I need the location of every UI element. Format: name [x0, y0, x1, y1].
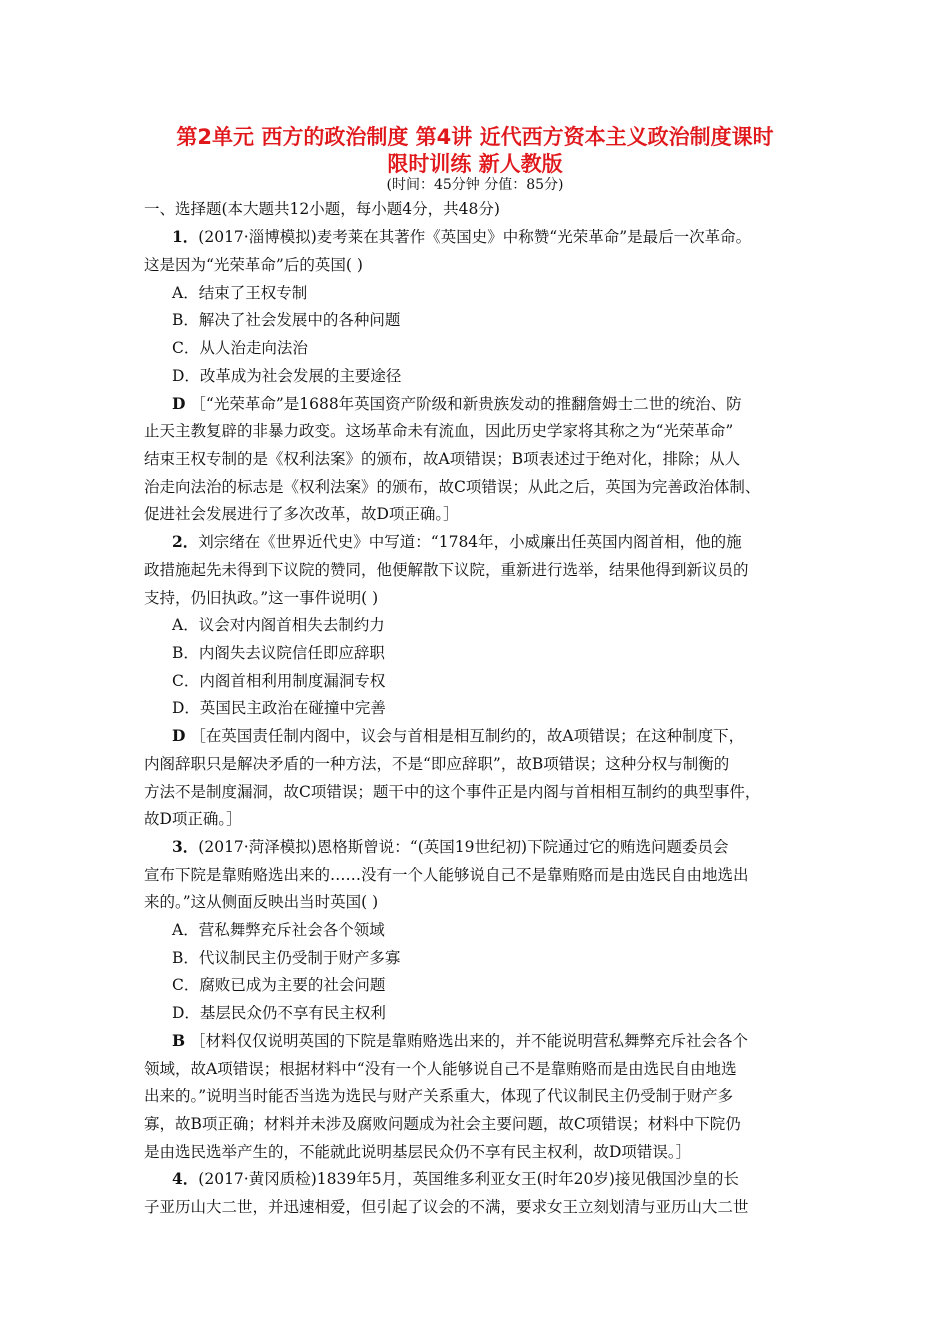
question-number: 2．: [172, 532, 199, 551]
question-1: [172, 227, 751, 247]
document-title: 第2单元 西方的政治制度 第4讲 近代西方资本主义政治制度课时: [176, 125, 774, 149]
explanation-line: 止天主教复辟的非暴力政变。这场革命未有流血，因此历史学家将其称之为“光荣革命”: [144, 422, 734, 440]
answer-explanation: [172, 1031, 748, 1051]
answer-explanation: [172, 726, 744, 746]
answer-letter: D: [172, 726, 186, 745]
explanation-text: ［材料仅仅说明英国的下院是靠贿赂选出来的，并不能说明营私舞弊充斥社会各个: [190, 1032, 749, 1050]
question-text: (2017·菏泽模拟)恩格斯曾说：“(英国19世纪初)下院通过它的贿选问题委员会: [198, 838, 729, 856]
question-text-line: 支持，仍旧执政。”这一事件说明( ): [144, 589, 379, 607]
option-b: B．代议制民主仍受制于财产多寡: [172, 949, 401, 967]
option-c: C．从人治走向法治: [172, 339, 308, 357]
question-2: [172, 532, 742, 552]
explanation-line: 出来的。”说明当时能否当选为选民与财产关系重大，体现了代议制民主仍受制于财产多: [144, 1087, 734, 1105]
explanation-line: 促进社会发展进行了多次改革，故D项正确。］: [144, 505, 459, 523]
question-text-line: 政措施起先未得到下议院的赞同，他便解散下议院，重新进行选举，结果他得到新议员的: [144, 561, 749, 579]
question-text: (2017·淄博模拟)麦考莱在其著作《英国史》中称赞“光荣革命”是最后一次革命。: [198, 228, 752, 246]
option-b: B．内阁失去议院信任即应辞职: [172, 644, 385, 662]
explanation-text: ［“光荣革命”是1688年英国资产阶级和新贵族发动的推翻詹姆士二世的统治、防: [190, 395, 742, 413]
question-number: 1．: [172, 227, 199, 246]
explanation-line: 内阁辞职只是解决矛盾的一种方法，不是“即应辞职”，故B项错误；这种分权与制衡的: [144, 755, 730, 773]
option-d: D．基层民众仍不享有民主权利: [172, 1004, 386, 1022]
question-text: (2017·黄冈质检)1839年5月，英国维多利亚女王(时年20岁)接见俄国沙皇的长: [198, 1170, 739, 1188]
option-d: D．英国民主政治在碰撞中完善: [172, 699, 386, 717]
question-text-line: 来的。”这从侧面反映出当时英国( ): [144, 893, 379, 911]
option-a: A．议会对内阁首相失去制约力: [172, 616, 385, 634]
question-number: 3．: [172, 837, 199, 856]
explanation-line: 领域，故A项错误；根据材料中“没有一个人能够说自己不是靠贿赂而是由选民自由地选: [144, 1060, 737, 1078]
option-b: B．解决了社会发展中的各种问题: [172, 311, 401, 329]
option-a: A．营私舞弊充斥社会各个领域: [172, 921, 385, 939]
question-text-line: 宣布下院是靠贿赂选出来的……没有一个人能够说自己不是靠贿赂而是由选民自由地选出: [144, 866, 749, 884]
question-text-line: 子亚历山大二世，并迅速相爱，但引起了议会的不满，要求女王立刻划清与亚历山大二世: [144, 1198, 749, 1216]
question-number: 4．: [172, 1169, 199, 1188]
answer-letter: B: [172, 1031, 186, 1050]
option-d: D．改革成为社会发展的主要途径: [172, 367, 402, 385]
explanation-text: ［在英国责任制内阁中，议会与首相是相互制约的，故A项错误；在这种制度下，: [190, 727, 745, 745]
time-score-info: (时间：45分钟 分值：85分): [386, 177, 564, 193]
question-4: [172, 1169, 739, 1189]
answer-explanation: [172, 394, 742, 414]
question-3: [172, 837, 729, 857]
option-c: C．内阁首相利用制度漏洞专权: [172, 672, 386, 690]
option-c: C．腐败已成为主要的社会问题: [172, 976, 386, 994]
question-text: 刘宗绪在《世界近代史》中写道：“1784年，小威廉出任英国内阁首相，他的施: [198, 533, 742, 551]
document-title-line2: 限时训练 新人教版: [387, 152, 563, 176]
section-heading: 一、选择题(本大题共12小题，每小题4分，共48分): [144, 200, 500, 218]
explanation-line: 方法不是制度漏洞，故C项错误；题干中的这个事件正是内阁与首相相互制约的典型事件，: [144, 783, 761, 801]
explanation-line: 是由选民选举产生的，不能就此说明基层民众仍不享有民主权利，故D项错误。］: [144, 1143, 692, 1161]
explanation-line: 寡，故B项正确；材料并未涉及腐败问题成为社会主要问题，故C项错误；材料中下院仍: [144, 1115, 741, 1133]
explanation-line: 治走向法治的标志是《权利法案》的颁布，故C项错误；从此之后，英国为完善政治体制、: [144, 478, 761, 496]
option-a: A．结束了王权专制: [172, 284, 308, 302]
question-text-line: 这是因为“光荣革命”后的英国( ): [144, 256, 363, 274]
answer-letter: D: [172, 394, 186, 413]
explanation-line: 结束王权专制的是《权利法案》的颁布，故A项错误；B项表述过于绝对化，排除；从人: [144, 450, 741, 468]
explanation-line: 故D项正确。］: [144, 810, 242, 828]
